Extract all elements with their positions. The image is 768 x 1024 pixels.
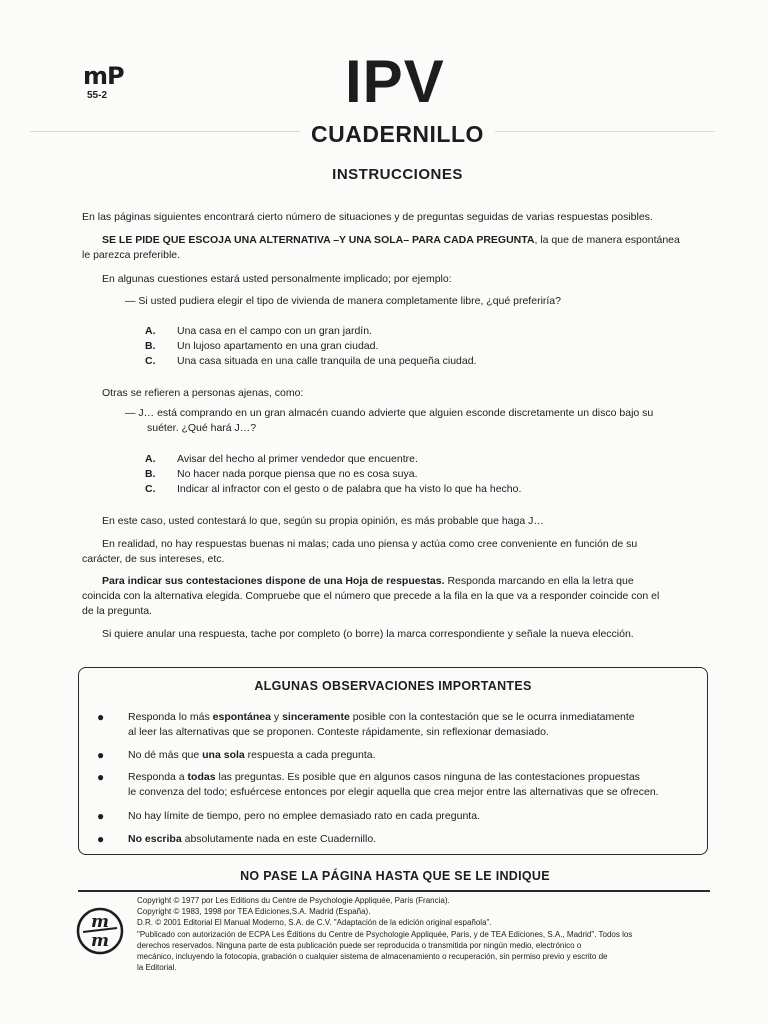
copyright-line: D.R. © 2001 Editorial El Manual Moderno, S.A. de C.V. "Adaptación de la edición original española". (137, 918, 492, 928)
option-text: No hacer nada porque piensa que no es cosa suya. (177, 468, 418, 480)
rule-paragraph (102, 233, 680, 248)
instructions-heading: INSTRUCCIONES (332, 166, 463, 183)
option-key: A. (145, 325, 156, 337)
example-intro: En algunas cuestiones estará usted personalmente implicado; por ejemplo: (102, 273, 452, 285)
footer-divider (78, 890, 710, 892)
example-question-2-line2: suéter. ¿Qué hará J…? (147, 422, 257, 434)
example-1-options (145, 324, 705, 372)
form-code: 55-2 (87, 90, 108, 101)
rule-paragraph-line2: le parezca preferible. (82, 249, 181, 261)
observation-item: Responda a todas las preguntas. Es posible que en algunos casos ninguna de las contestaciones propuestas le convenza del todo; esfuércese entonces por elegir aquella que crea mejor entre las alternativas que se ofrecen. (128, 771, 659, 798)
answer-sheet-line3: de la pregunta. (82, 605, 153, 617)
example-2-options (145, 452, 705, 500)
test-title: IPV (345, 48, 445, 115)
answer-sheet-line2: coincida con la alternativa elegida. Compruebe que el número que precede a la fila en la que va a responder coincide con el (82, 590, 660, 602)
bullet-icon: ● (97, 710, 105, 724)
observation-item: No dé más que una sola respuesta a cada pregunta. (128, 749, 376, 761)
others-intro: Otras se refieren a personas ajenas, como: (102, 387, 304, 399)
copyright-line: derechos reservados. Ninguna parte de esta publicación puede ser reproducida o transmitida por ningún medio, electrónico o (137, 940, 582, 950)
observations-title: ALGUNAS OBSERVACIONES IMPORTANTES (254, 679, 532, 693)
bullet-icon: ● (97, 809, 105, 823)
logo-letter-top: m (91, 912, 109, 932)
option-key: C. (145, 483, 156, 495)
option-text: Avisar del hecho al primer vendedor que encuentre. (177, 453, 418, 465)
no-right-answers: En realidad, no hay respuestas buenas ni malas; cada uno piensa y actúa como cree conveniente en función de su (102, 538, 638, 550)
observation-item: Responda lo más espontánea y sinceramente posible con la contestación que se le ocurra inmediatamente al leer las alternativas que se proponen. Conteste rápidamente, sin reflexionar demasiado. (128, 711, 635, 738)
option-key: A. (145, 453, 156, 465)
observation-item: No escriba absolutamente nada en este Cuadernillo. (128, 833, 377, 845)
bullet-icon: ● (97, 770, 105, 784)
example-question-1: — Si usted pudiera elegir el tipo de vivienda de manera completamente libre, ¿qué preferiría? (125, 295, 561, 307)
option-text: Un lujoso apartamento en una gran ciudad. (177, 340, 379, 352)
rule-emphasis: SE LE PIDE QUE ESCOJA UNA ALTERNATIVA –Y UNA SOLA– PARA CADA PREGUNTA (102, 234, 535, 246)
intro-paragraph: En las páginas siguientes encontrará cierto número de situaciones y de preguntas seguidas de varias respuestas posibles. (82, 211, 653, 223)
copyright-line: Copyright © 1977 por Les Editions du Centre de Psychologie Appliquée, París (Francia). (137, 896, 450, 905)
option-text: Indicar al infractor con el gesto o de palabra que ha visto lo que ha hecho. (177, 483, 522, 495)
manual-moderno-logo-icon (75, 906, 125, 956)
cancel-answer-note: Si quiere anular una respuesta, tache por completo (o borre) la marca correspondiente y señale la nueva elección. (102, 628, 634, 640)
option-key: B. (145, 340, 156, 352)
answer-note: En este caso, usted contestará lo que, según su propia opinión, es más probable que haga J… (102, 515, 544, 527)
copyright-line: "Publicado con autorización de ECPA Les Éditions du Centre de Psychologie Appliquée, Paris, y de TEA Ediciones, S.A., Madrid". Todos los (137, 929, 633, 939)
copyright-notice (137, 895, 712, 973)
copyright-line: la Editorial. (137, 963, 177, 973)
logo-letter-bottom: m (91, 931, 109, 951)
observation-item: No hay límite de tiempo, pero no emplee demasiado rato en cada pregunta. (128, 810, 480, 822)
answer-sheet-emphasis: Para indicar sus contestaciones dispone de una Hoja de respuestas. (102, 575, 445, 587)
option-key: C. (145, 355, 156, 367)
answer-sheet-paragraph (102, 574, 634, 589)
answer-sheet-rest: Responda marcando en ella la letra que (444, 575, 634, 587)
example-question-2: — J… está comprando en un gran almacén cuando advierte que alguien esconde discretamente un disco bajo su (125, 407, 654, 419)
option-text: Una casa situada en una calle tranquila de una pequeña ciudad. (177, 355, 477, 367)
publisher-logo: mP (83, 62, 124, 90)
copyright-line: Copyright © 1983, 1998 por TEA Ediciones,S.A. Madrid (España). (137, 907, 371, 917)
bullet-icon: ● (97, 832, 105, 846)
booklet-subtitle: CUADERNILLO (311, 121, 484, 147)
do-not-turn-page-notice: NO PASE LA PÁGINA HASTA QUE SE LE INDIQUE (240, 869, 550, 883)
option-text: Una casa en el campo con un gran jardín. (177, 325, 372, 337)
rule-rest: , la que de manera espontánea (534, 234, 680, 246)
copyright-line: mecánico, incluyendo la fotocopia, grabación o cualquier sistema de almacenamiento o recuperación, sin permiso previo y escrito de (137, 952, 608, 962)
option-key: B. (145, 468, 156, 480)
bullet-icon: ● (97, 748, 105, 762)
no-right-answers-line2: carácter, de sus intereses, etc. (82, 553, 225, 565)
